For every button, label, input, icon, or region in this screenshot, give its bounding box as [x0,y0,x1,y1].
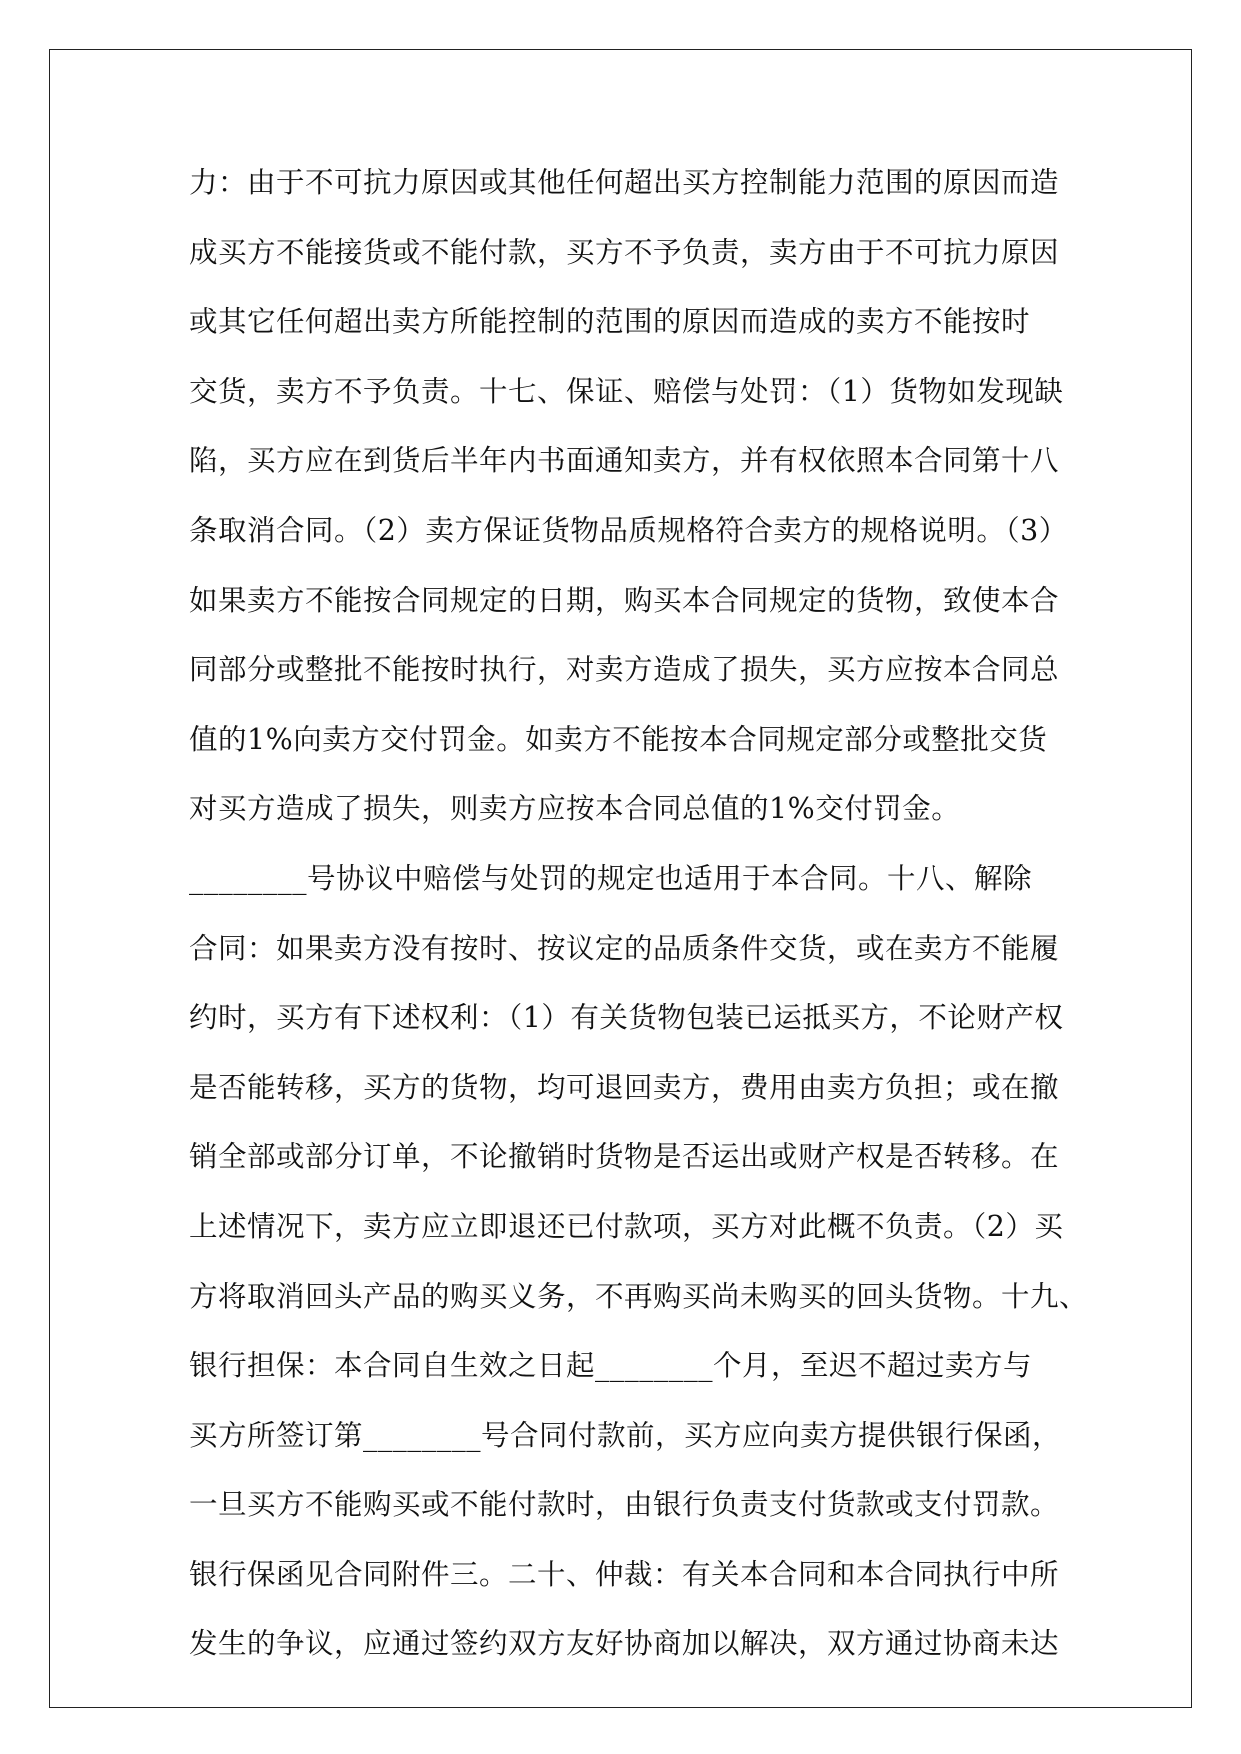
text-line: 一旦买方不能购买或不能付款时，由银行负责支付货款或支付罚款。 [189,1488,1060,1522]
text-line: 发生的争议，应通过签约双方友好协商加以解决，双方通过协商未达 [189,1627,1060,1661]
text-line: 对买方造成了损失，则卖方应按本合同总值的1%交付罚金。 [189,792,961,826]
text-line: 合同：如果卖方没有按时、按议定的品质条件交货，或在卖方不能履 [189,931,1060,965]
text-line: 如果卖方不能按合同规定的日期，购买本合同规定的货物，致使本合 [189,583,1060,617]
text-line: 条取消合同。（2）卖方保证货物品质规格符合卖方的规格说明。（3） [189,513,1068,547]
text-line: 买方所签订第________号合同付款前，买方应向卖方提供银行保函， [189,1418,1062,1452]
text-line: 交货，卖方不予负责。十七、保证、赔偿与处罚：（1）货物如发现缺 [189,374,1064,408]
text-line: 约时，买方有下述权利：（1）有关货物包装已运抵买方，不论财产权 [189,1001,1064,1035]
text-line: 方将取消回头产品的购买义务，不再购买尚未购买的回头货物。十九、 [189,1279,1089,1313]
text-line: 同部分或整批不能按时执行，对卖方造成了损失，买方应按本合同总 [189,653,1060,687]
text-line: 陷，买方应在到货后半年内书面通知卖方，并有权依照本合同第十八 [189,444,1060,478]
text-line: 力：由于不可抗力原因或其他任何超出买方控制能力范围的原因而造 [189,166,1060,199]
text-line: 成买方不能接货或不能付款，买方不予负责，卖方由于不可抗力原因 [189,235,1060,269]
text-line: 银行保函见合同附件三。二十、仲裁：有关本合同和本合同执行中所 [189,1557,1060,1591]
text-line: 是否能转移，买方的货物，均可退回卖方，费用由卖方负担；或在撤 [189,1070,1060,1104]
text-line: 值的1%向卖方交付罚金。如卖方不能按本合同规定部分或整批交货 [189,722,1048,756]
text-line: 银行担保：本合同自生效之日起________个月，至迟不超过卖方与 [189,1349,1033,1383]
text-line: ________号协议中赔偿与处罚的规定也适用于本合同。十八、解除 [189,861,1033,895]
text-line: 上述情况下，卖方应立即退还已付款项，买方对此概不负责。（2）买 [189,1209,1064,1243]
document-body [189,160,1089,1691]
text-line: 或其它任何超出卖方所能控制的范围的原因而造成的卖方不能按时 [189,305,1031,339]
text-line: 销全部或部分订单，不论撤销时货物是否运出或财产权是否转移。在 [189,1140,1060,1174]
